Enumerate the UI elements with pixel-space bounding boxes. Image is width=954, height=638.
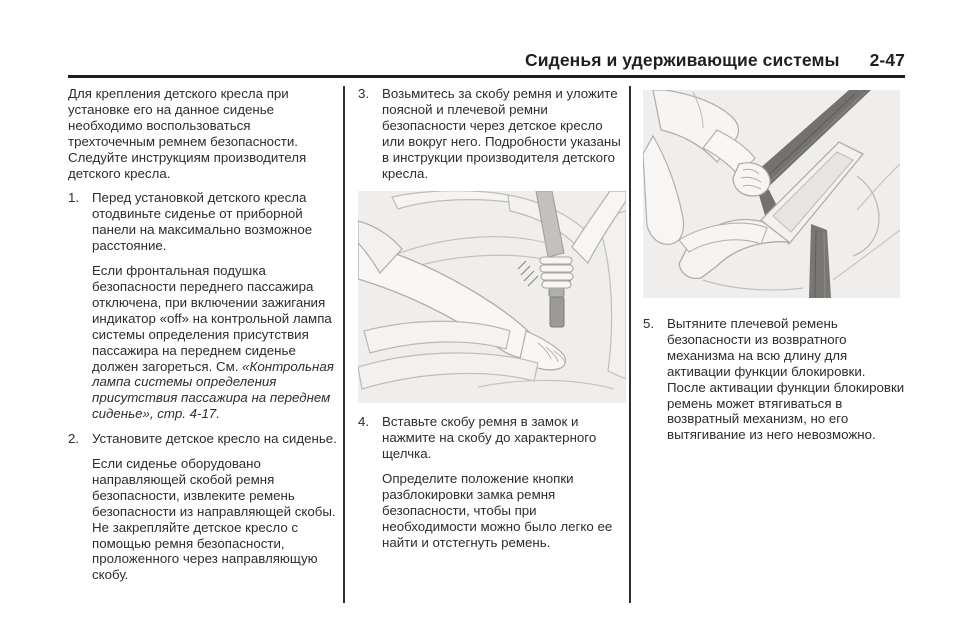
item1-paragraph-1: Перед установкой детского кресла отодвиньте сиденье от приборной панели на максимально возможное расстояние. (92, 190, 313, 254)
item-number: 4. (358, 414, 370, 430)
header-rule (68, 75, 905, 78)
cross-reference-italic: «Контрольная лампа системы определения присутствия пассажира на переднем сиденье», стр. 4-17. (92, 358, 334, 422)
page-number: 2-47 (869, 50, 905, 70)
item-body (92, 431, 338, 583)
item4-paragraph-2: Определите положение кнопки разблокировки замка ремня безопасности, чтобы при необходимости можно было легко ее найти и отстегнуть ремень. (382, 471, 613, 550)
item-number: 3. (358, 86, 370, 101)
item-number: 5. (643, 316, 655, 331)
item5-paragraph-1: Вытяните плечевой ремень безопасности из возвратного механизма на всю длину для активации функции блокировки. После активации функции блокировки ремень может втягиваться в возвратный механизм, но его вытягивание из него невозможно. (667, 316, 905, 443)
item-body (92, 190, 338, 422)
item1-paragraph-2 (92, 263, 338, 422)
list-item-1 (68, 190, 338, 422)
item-body (382, 414, 624, 550)
item-body (382, 86, 624, 181)
column-separator-2 (629, 86, 631, 603)
intro-paragraph: Для крепления детского кресла при установке его на данное сиденье необходимо воспользоваться трехточечным ремнем безопасности. Следуйте инструкциям производителя детского кресла. (68, 86, 307, 181)
column-1 (68, 86, 338, 592)
item-number: 1. (68, 190, 80, 206)
shoulder-belt-drawing (643, 90, 900, 298)
page-title: Сиденья и удерживающие системы (525, 50, 840, 70)
column-separator-1 (343, 86, 345, 603)
column-3 (643, 86, 906, 452)
illustration-shoulder-belt-pull (643, 90, 906, 298)
item1-paragraph-2-text: Если фронтальная подушка безопасности переднего пассажира отключена, при включении зажигания индикатор «off» на контрольной лампа системы определения присутствия пассажира на переднем сиденье должен загореться. См. (92, 263, 332, 374)
item4-paragraph-1: Вставьте скобу ремня в замок и нажмите на скобу до характерного щелчка. (382, 414, 597, 462)
item2-paragraph-2: Если сиденье оборудовано направляющей скобой ремня безопасности, извлеките ремень безопасности из направляющей скобы. Не закрепляйте детское кресло с помощью ремня безопасности, проложенного через направляющую скобу. (92, 456, 336, 583)
list-item-4 (358, 414, 624, 550)
buckle-insert-drawing (358, 191, 626, 403)
list-item-2 (68, 431, 338, 583)
list-item-5 (643, 316, 906, 443)
item2-paragraph-1: Установите детское кресло на сиденье. (92, 431, 337, 447)
column-2 (358, 86, 624, 560)
item3-paragraph-1: Возьмитесь за скобу ремня и уложите поясной и плечевой ремни безопасности через детское кресло или вокруг него. Подробности указаны в инструкции производителя детского кресла. (382, 86, 621, 181)
list-item-3 (358, 86, 624, 181)
page-header (68, 50, 905, 70)
item-number: 2. (68, 431, 80, 447)
illustration-buckle-insert (358, 191, 624, 403)
item-body (667, 316, 906, 443)
